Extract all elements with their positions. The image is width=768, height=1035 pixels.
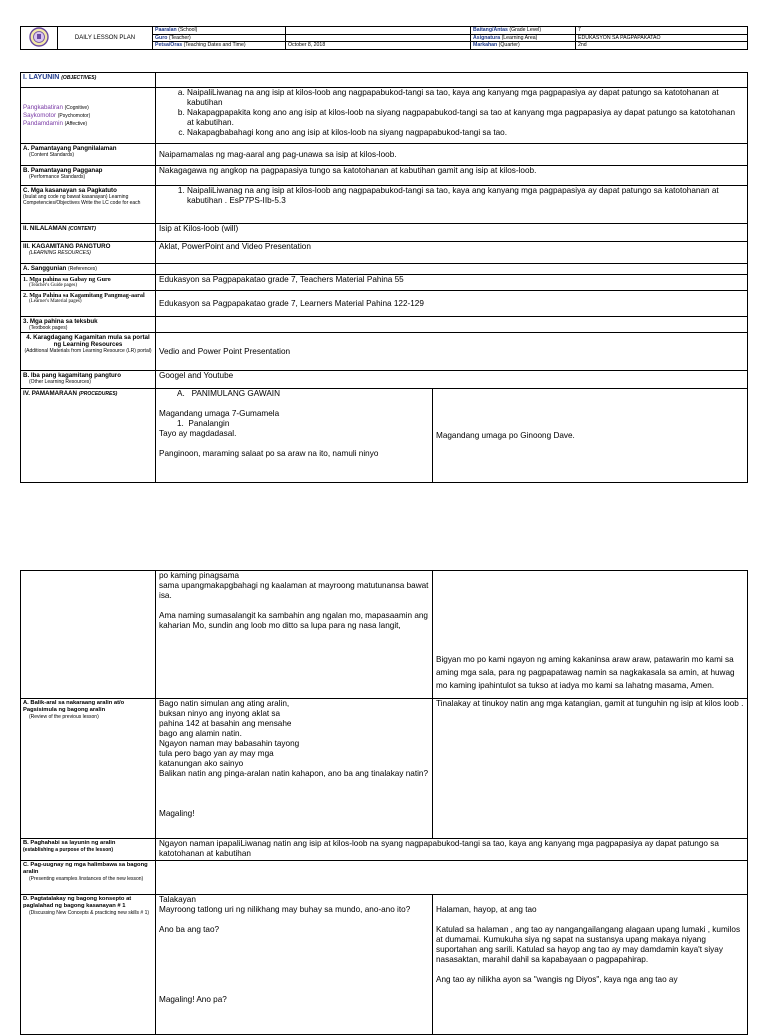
teksbuk-label: 3. Mga pahina sa teksbuk (Textbook pages): [21, 317, 156, 333]
greeting-text: Magandang umaga 7-Gumamela: [159, 409, 280, 418]
performance-standards-label: B. Pamantayang Pagganap (Performance Standards): [21, 166, 156, 186]
content-standards-label: A. Pamantayang Pangnilalaman (Content Standards): [21, 144, 156, 166]
domains-cell: Pangkabatiran (Cognitive) Saykomotor (Psychomotor) Pandamdamin (Affective): [21, 88, 156, 144]
asignatura-label: Asignatura (Learning Area): [471, 34, 576, 42]
lr-portal-value: Vedio and Power Point Presentation: [156, 333, 748, 371]
purpose-value: Ngayon naman ipapaliLiwanag natin ang isip at kilos-loob na syang nagpapabukod-tangi sa tao, kaya ang kanyang mga pagpapasiya ay dapat patungo sa katotohanan at kabutihan: [156, 839, 748, 861]
review-label: A. Balik-aral sa nakaraang aralin at/o Pagsisimula ng bagong aralin (Review of the previous lesson): [21, 699, 156, 839]
guro-label: Guro (Teacher): [153, 34, 286, 42]
review-teacher-cell: Bago natin simulan ang ating aralin, buksan ninyo ang inyong aklat sa pahina 142 at basahin ang mensahe bago ang alamin natin. Ngayon naman may babasahin tayong tula pero bago yan ay may mga katanungan ako sainyo Balikan natin ang pinga-aralan natin kahapon, ano ba ang tinalakay natin? Magaling!: [156, 699, 433, 839]
prayer-response-cell: Bigyan mo po kami ngayon ng aming kakaninsa araw araw, patawarin mo kami sa aming mga sala, para ng pagpapatawag namin sa nagkakasala sa amin, at huwag mo kaming ipahintulot sa tukso at iadya mo kami sa lahatng masama, Amen.: [433, 571, 748, 699]
content-standards-value: Naipamamalas ng mag-aaral ang pag-unawa sa isip at kilos-loob.: [156, 144, 748, 166]
other-resources-value: Googel and Youtube: [156, 371, 748, 389]
markahan-label: Markahan (Quarter): [471, 42, 576, 50]
competency-item: 1. NaipaliLiwanag na ang isip at kilos-loob ang nagpapabukod-tangi sa tao, kaya ang kanyang mga pagpapasiya ay dapat patungo sa katotohanan at kabutihan . EsP7PS-IIb-5.3: [187, 186, 744, 206]
kagamitang-label: 2. Mga Pahina sa Kagamitang Pangmag-aaral (Learner's Material pages): [21, 291, 156, 317]
deped-seal-icon: [21, 27, 58, 50]
gabay-value: Edukasyon sa Pagpapakatao grade 7, Teachers Material Pahina 55: [156, 275, 748, 291]
kagamitang-value: Edukasyon sa Pagpapakatao grade 7, Learners Material Pahina 122-129: [156, 291, 748, 317]
sanggunian-label: A. Sanggunian (References): [21, 264, 156, 275]
objective-item: c. Nakapagbabahagi kong ano ang isip at kilos-loob na siyang nagpapabukod-tangi sa tao.: [187, 128, 744, 138]
baitang-label: Baitang/Antas (Grade Level): [471, 27, 576, 35]
petsa-value: October 8, 2018: [286, 42, 471, 50]
objectives-list: [156, 88, 748, 144]
layunin-heading: I. LAYUNIN (OBJECTIVES): [21, 73, 156, 88]
paaralan-value: [286, 27, 471, 35]
asignatura-value: EDUKASYON SA PAGPAPAKATAO: [576, 34, 748, 42]
discuss-teacher-cell: Talakayan Mayroong tatlong uri ng nilikhang may buhay sa mundo, ano-ano ito? Ano ba ang tao? Magaling! Ano pa?: [156, 895, 433, 1035]
review-student-cell: Tinalakay at tinukoy natin ang mga katangian, gamit at tunguhin ng isip at kilos loob .: [433, 699, 748, 839]
header-title: DAILY LESSON PLAN: [58, 27, 153, 50]
objective-item: a. NaipaliLiwanag na ang isip at kilos-loob ang nagpapabukod-tangi sa tao, kaya ang kanyang mga pagpapasiya ay dapat patungo sa katotohanan at kabutihan: [187, 88, 744, 108]
discuss-student-cell: Halaman, hayop, at ang tao Katulad sa halaman , ang tao ay nangangailangang alagaan upang lumaki , kumilos at dumamai. Kumukuha siya ng sapat na sustansya upang makaya niyang suportahan ang sarili. Katulad sa hayop ang tao ay may damdamin kaya't siyay nasasaktan, marahil dahil sa kapabayaan o pagpapahirap. Ang tao ay nilikha ayon sa "wangis ng Diyos", kaya nga ang tao ay: [433, 895, 748, 1035]
prayer-continued-cell: po kaming pinagsama sama upangmakapgbahagi ng kaalaman at mayroong matutunansa bawat isa. Ama naming sumasalangit ka sambahin ang ngalan mo, mapasaamin ang kaharian Mo, sundin ang loob mo ditto sa lupa para ng nasa langit,: [156, 571, 433, 699]
markahan-value: 2nd: [576, 42, 748, 50]
prayer-text: Panginoon, maraming salaat po sa araw na ito, namuli ninyo: [159, 449, 379, 458]
competencies-value: [156, 186, 748, 224]
other-resources-label: B. Iba pang kagamitang pangturo (Other Learning Resources): [21, 371, 156, 389]
nilalaman-label: II. NILALAMAN (CONTENT): [21, 224, 156, 242]
lr-portal-label: 4. Karagdagang Kagamitan mula sa portal ng Learning Resources (Additional Materials from Learning Resource (LR) portal): [21, 333, 156, 371]
paaralan-label: Paaralan (School): [153, 27, 286, 35]
competencies-label: C. Mga kasanayan sa Pagkatuto (Isulat ang code ng bawat kasanayan) Learning Competencies/Objectives Write the LC code for each: [21, 186, 156, 224]
procedure-teacher-cell: A. PANIMULANG GAWAIN Magandang umaga 7-Gumamela 1. Panalangin Tayo ay magdadasal. Panginoon, maraming salaat po sa araw na ito, namuli ninyo: [156, 389, 433, 483]
discuss-label: D. Pagtatalakay ng bagong konsepto at paglalahad ng bagong kasanayan # 1 (Discussing New Concepts & practicing new skills # 1): [21, 895, 156, 1035]
lesson-table-page2: [20, 570, 748, 1035]
procedure-student-cell: Magandang umaga po Ginoong Dave.: [433, 389, 748, 483]
petsa-label: Petsa/Oras (Teaching Dates and Time): [153, 42, 286, 50]
nilalaman-value: Isip at Kilos-loob (will): [156, 224, 748, 242]
gabay-label: 1. Mga pahina sa Gabay ng Guro (Teacher's Guide pages): [21, 275, 156, 291]
performance-standards-value: Nakagagawa ng angkop na pagpapasiya tungo sa katotohanan at kabutihan gamit ang isip at kilos-loob.: [156, 166, 748, 186]
baitang-value: 7: [576, 27, 748, 35]
kagamitan-label: III. KAGAMITANG PANGTURO (LEARNING RESOURCES): [21, 242, 156, 264]
purpose-label: B. Paghahabi sa layunin ng aralin (establishing a purpose of the lesson): [21, 839, 156, 861]
guro-value: [286, 34, 471, 42]
kagamitan-value: Aklat, PowerPoint and Video Presentation: [156, 242, 748, 264]
pamamaraan-label: IV. PAMAMARAAN (PROCEDURES): [21, 389, 156, 483]
objective-item: b. Nakapagpapakita kong ano ang isip at kilos-loob na siyang nagpapabukod-tangi sa tao at kanyang mga pagpapasiya ay dapat patungo sa katotohanan at kabutihan.: [187, 108, 744, 128]
lesson-table-page1: [20, 72, 748, 483]
examples-label: C. Pag-uugnay ng mga halimbawa sa bagong aralin (Presenting examples /instances of the new lesson): [21, 861, 156, 895]
header-table: [20, 26, 748, 50]
